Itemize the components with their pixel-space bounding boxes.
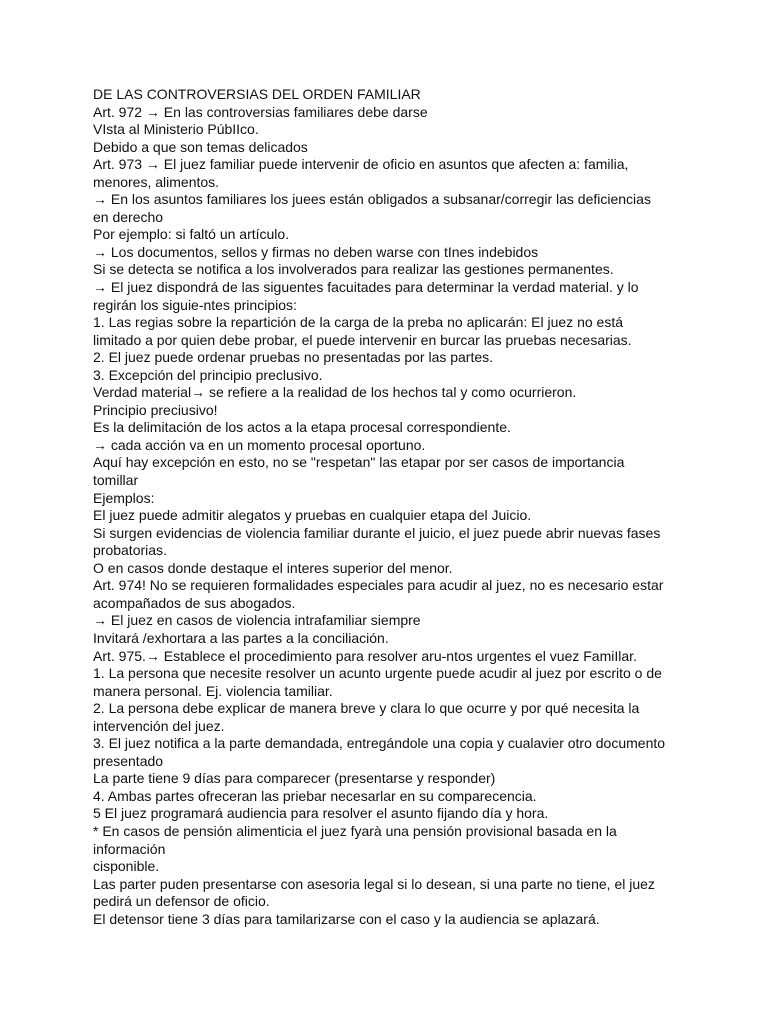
text-line: 1. Las regias sobre la repartición de la carga de la preba no aplicarán: El juez no está [93,314,623,331]
text-line: acompañados de sus abogados. [93,594,296,611]
text-line: Si se detecta se notifica a los involverados para realizar las gestiones permanentes. [93,261,614,278]
text-line: Art. 974! No se requieren formalidades especiales para acudir al juez, no es necesario estar [93,577,664,594]
text-line: Las parter puden presentarse con asesoria legal si lo desean, si una parte no tiene, el juez [93,875,655,892]
text-line: pedirá un defensor de oficio. [93,893,270,910]
text-line: manera personal. Ej. violencia tamiliar. [93,682,333,699]
text-line: → En los asuntos familiares los juees están obligados a subsanar/corregir las deficiencias [93,191,651,208]
text-line: Verdad material→ se refiere a la realidad de los hechos tal y como ocurrieron. [93,384,577,401]
text-line: 3. Excepción del principio preclusivo. [93,366,323,383]
text-line: 3. El juez notifica a la parte demandada, entregándole una copia y cualavier otro documento [93,735,666,752]
text-line: cisponible. [93,858,160,875]
text-line: La parte tiene 9 días para comparecer (presentarse y responder) [93,770,496,787]
text-line: 1. La persona que necesite resolver un acunto urgente puede acudir al juez por escrito o de [93,665,662,682]
text-line: Aquí hay excepción en esto, no se "respetan" las etapar por ser casos de importancia [93,454,625,471]
text-line: → El juez dispondrá de las siguentes facuitades para determinar la verdad material. y lo [93,279,639,296]
text-line: 4. Ambas partes ofreceran las priebar necesarlar en su comparecencia. [93,787,537,804]
text-line: en derecho [93,208,164,225]
text-line: El juez puede admitir alegatos y pruebas en cualquier etapa del Juicio. [93,507,532,524]
text-line: Principio preciusivo! [93,401,218,418]
text-line: El detensor tiene 3 días para tamilarizarse con el caso y la audiencia se aplazará. [93,910,600,927]
text-line: 2. El juez puede ordenar pruebas no presentadas por las partes. [93,349,494,366]
text-line: probatorias. [93,542,167,559]
text-line: Es la delimitación de los actos a la etapa procesal correspondiente. [93,419,511,436]
text-line: tomillar [93,472,139,489]
text-line: VIsta al Ministerio PúbIIco. [93,121,259,138]
text-line: información [93,840,166,857]
text-line: intervención del juez. [93,717,225,734]
text-line: * En casos de pensión alimenticia el juez fyarà una pensión provisional basada en la [93,822,617,839]
text-line: Art. 975.→ Establece el procedimiento para resolver aru-ntos urgentes el vuez FamiIlar. [93,647,637,664]
text-line: → cada acción va en un momento procesal oportuno. [93,436,426,453]
text-line: limitado a por quien debe probar, el puede intervenir en burcar las pruebas necesarias. [93,331,632,348]
text-line: Ejemplos: [93,489,155,506]
text-line: Debido a que son temas delicados [93,138,308,155]
text-line: → El juez en casos de violencia intrafamiliar siempre [93,612,421,629]
text-line: Por ejemplo: si faltó un artículo. [93,226,290,243]
text-line: Invitará /exhortara a las partes a la conciliación. [93,629,389,646]
text-line: Si surgen evidencias de violencia familiar durante el juicio, el juez puede abrir nuevas fases [93,524,661,541]
text-line: 2. La persona debe explicar de manera breve y clara lo que ocurre y por qué necesita la [93,700,640,717]
text-line: menores, alimentos. [93,173,220,190]
text-line: DE LAS CONTROVERSIAS DEL ORDEN FAMILIAR [93,86,421,102]
text-line: Art. 972 → En las controversias familiares debe darse [93,103,428,120]
document-body [93,86,683,928]
text-line: presentado [93,752,164,769]
text-line: Art. 973 → El juez familiar puede intervenir de oficio en asuntos que afecten a: familia, [93,156,629,173]
text-line: O en casos donde destaque el interes superior del menor. [93,559,453,576]
text-line: 5 El juez programará audiencia para resolver el asunto fijando día y hora. [93,805,549,822]
text-line: → Los documentos, sellos y firmas no deben warse con tInes indebidos [93,243,539,260]
text-line: regirán los siguie-ntes principios: [93,296,297,313]
